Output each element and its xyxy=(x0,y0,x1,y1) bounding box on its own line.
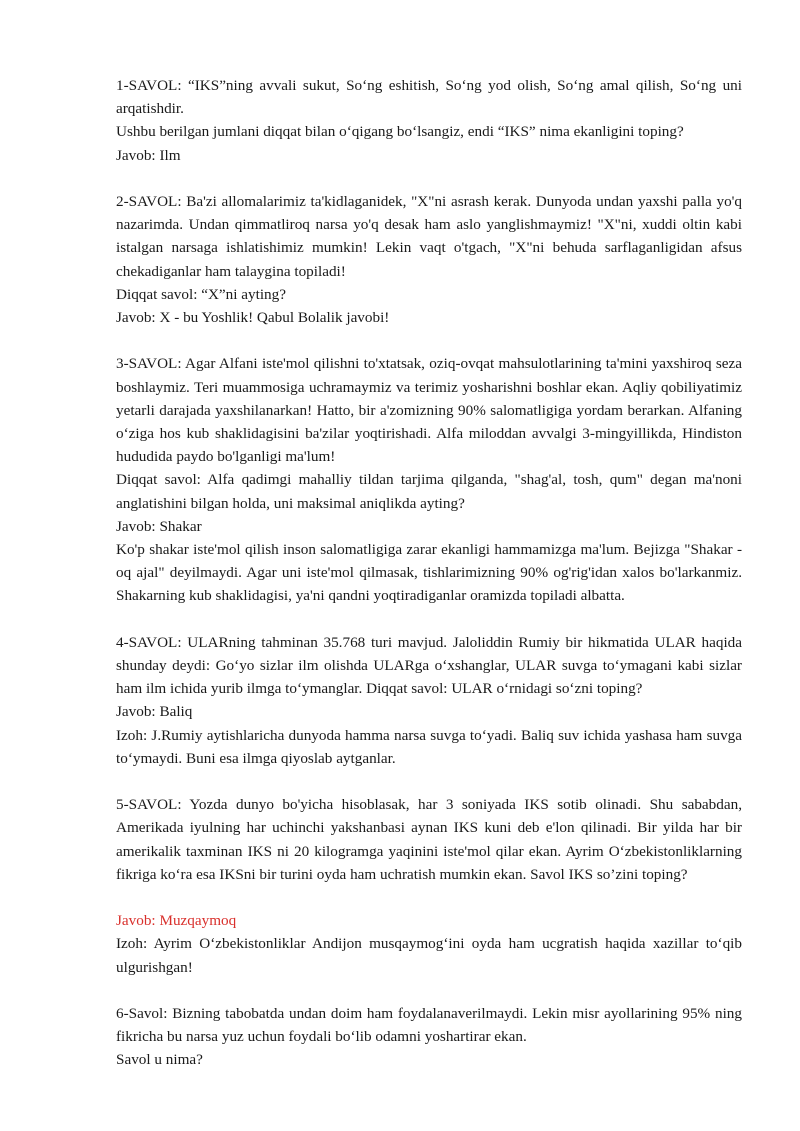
question-5-answer-block xyxy=(116,909,742,979)
question-2-text: 2-SAVOL: Ba'zi allomalarimiz ta'kidlaganidek, "X"ni asrash kerak. Dunyoda undan yaxshi palla yo'q nazarimda. Undan qimmatliroq narsa yo'q desak ham aslo yanglishmaymiz! "X"ni, xuddi oltin kabi istalgan narsaga ishlatishimiz mumkin! Lekin vaqt o'tgach, "X"ni behuda sarflaganligidan afsus chekadiganlar ham talaygina topiladi! xyxy=(116,193,742,280)
question-4-text: 4-SAVOL: ULARning tahminan 35.768 turi mavjud. Jaloliddin Rumiy bir hikmatida ULAR haqida shunday deydi: Go‘yo sizlar ilm olishda ULARga o‘xshanglar, ULAR suvga to‘ymagani kabi sizlar ham ilm ichida yurib ilmga to‘ymanglar. Diqqat savol: ULAR o‘rnidagi so‘zni toping? xyxy=(116,633,742,698)
question-1-block xyxy=(116,74,742,167)
question-6-text: 6-Savol: Bizning tabobatda undan doim ham foydalanaverilmaydi. Lekin misr ayollarining 95% ning fikricha bu narsa yuz uchun foydali bo‘lib odamni yoshartirar ekan. xyxy=(116,1005,742,1046)
question-3-note: Ko'p shakar iste'mol qilish inson salomatligiga zarar ekanligi hammamizga ma'lum. Bejizga "Shakar - oq ajal" deyilmaydi. Agar uni iste'mol qilmasak, tishlarimizning 90% og'rig'idan xalos bo'larkanmiz. Shakarning kub shaklidagisi, ya'ni qandni yoqtiradiganlar oramizda topiladi albatta. xyxy=(116,541,742,605)
question-1-text: 1-SAVOL: “IKS”ning avvali sukut, So‘ng eshitish, So‘ng yod olish, So‘ng amal qilish, So‘ng uni arqatishdir. xyxy=(116,77,742,118)
question-2-prompt: Diqqat savol: “X”ni ayting? xyxy=(116,285,286,303)
question-3-prompt: Diqqat savol: Alfa qadimgi mahalliy tildan tarjima qilganda, "shag'al, tosh, qum" degan ma'noni anglatishini bilgan holda, uni maksimal aniqlikda ayting? xyxy=(116,471,742,512)
question-6-prompt: Savol u nima? xyxy=(116,1051,203,1069)
question-3-text: 3-SAVOL: Agar Alfani iste'mol qilishni to'xtatsak, oziq-ovqat mahsulotlarining ta'mini yaxshiroq seza boshlaymiz. Teri muammosiga uchramaymiz va terimiz yosharishni boshlar ekan. Aqliy qobiliyatimiz yetarli darajada yaxshilanarkan! Hatto, bir a'zomizning 90% salomatligiga yordam berarkan. Alfaning o‘ziga hos kub shaklidagisini ba'zilar yoqtirishadi. Alfa miloddan avvalgi 3-mingyillikda, Hindiston hududida paydo bo'lganligi ma'lum! xyxy=(116,355,742,466)
question-4-answer: Javob: Baliq xyxy=(116,703,193,721)
question-5-block xyxy=(116,793,742,886)
question-1-answer: Javob: Ilm xyxy=(116,146,181,164)
question-5-note: Izoh: Ayrim O‘zbekistonliklar Andijon musqaymog‘ini oyda ham ucgratish haqida xazillar to‘qib ulgurishgan! xyxy=(116,935,742,976)
question-3-answer: Javob: Shakar xyxy=(116,517,202,535)
question-5-text: 5-SAVOL: Yozda dunyo bo'yicha hisoblasak, har 3 soniyada IKS sotib olinadi. Shu sababdan, Amerikada iyulning har uchinchi yakshanbasi aynan IKS kuni deb e'lon qilinadi. Bir yilda har bir amerikalik taxminan IKS ni 20 kilogramga yaqinini iste'mol qilar ekan. Ayrim O‘zbekistonliklarning fikriga ko‘ra esa IKSni bir turini oyda ham uchratish mumkin ekan. Savol IKS so’zini toping? xyxy=(116,796,742,883)
question-1-prompt: Ushbu berilgan jumlani diqqat bilan o‘qigang bo‘lsangiz, endi “IKS” nima ekanligini toping? xyxy=(116,123,684,141)
question-4-block xyxy=(116,631,742,770)
question-3-block xyxy=(116,352,742,607)
question-5-answer: Javob: Muzqaymoq xyxy=(116,912,237,930)
question-2-block xyxy=(116,190,742,329)
question-2-answer: Javob: X - bu Yoshlik! Qabul Bolalik javobi! xyxy=(116,309,390,327)
question-6-block xyxy=(116,1002,742,1072)
document-body xyxy=(116,74,742,1095)
question-4-note: Izoh: J.Rumiy aytishlaricha dunyoda hamma narsa suvga to‘yadi. Baliq suv ichida yashasa ham suvga to‘ymaydi. Buni esa ilmga qiyoslab aytganlar. xyxy=(116,726,742,767)
